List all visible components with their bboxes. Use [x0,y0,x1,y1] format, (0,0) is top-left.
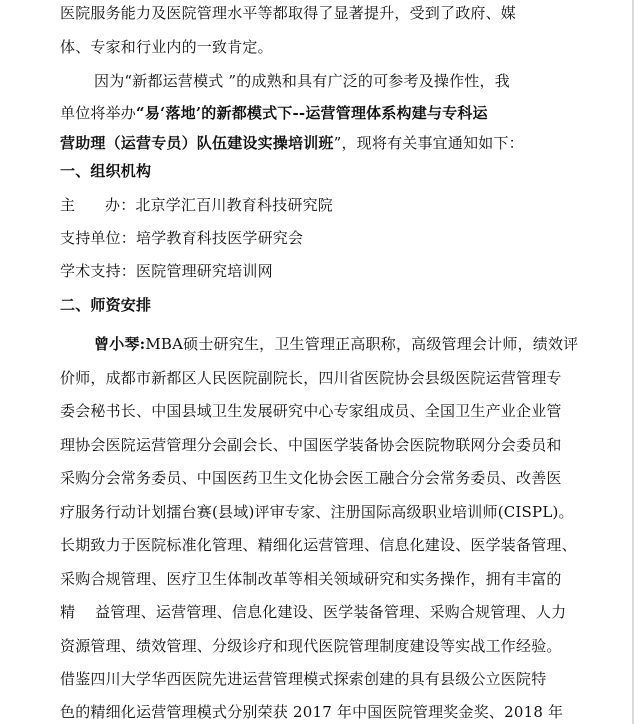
teacher-bio-line: 色的精细化运营管理模式分别荣获 2017 年中国医院管理奖金奖、2018 年 [60,703,564,721]
intro-line-1: 医院服务能力及医院管理水平等都取得了显著提升，受到了政府、媒 [60,4,517,22]
teacher-bio-line: 理协会医院运营管理分会副会长、中国医学装备协会医院物联网分会委员和 [60,436,562,454]
teacher-bio-line: 疗服务行动计划擂台赛(县域)评审专家、注册国际高级职业培训师(CISPL)。 [60,503,574,521]
para2-line-3 [60,132,580,154]
teacher-bio-line: 精 益管理、运营管理、信息化建设、医学装备管理、采购合规管理、人力 [60,603,567,621]
para2-prefix: 单位将举办 [60,104,137,122]
para2-suffix: ”，现将有关事宜通知如下： [333,134,524,152]
support-line: 支持单位：培学教育科技医学研究会 [60,229,304,247]
section2-heading: 二、师资安排 [60,296,152,314]
academic-line: 学术支持：医院管理研究培训网 [60,262,273,280]
teacher-bio-line: 采购合规管理、医疗卫生体制改革等相关领域研究和实务操作，拥有丰富的 [60,570,562,588]
teacher-bio-line: 委会秘书长、中国县域卫生发展研究中心专家组成员、全国卫生产业企业管 [60,402,562,420]
teacher-bio-0: MBA硕士研究生，卫生管理正高职称，高级管理会计师，绩效评 [145,335,579,353]
intro-line-2: 体、专家和行业内的一致肯定。 [60,38,273,56]
teacher-bio-line: 价师，成都市新都区人民医院副院长，四川省医院协会县级医院运营管理专 [60,369,562,387]
training-title-part1: “易‘落地’的新都模式下--运营管理体系构建与专科运 [136,104,488,122]
teacher-bio-line: 采购分会常务委员、中国医药卫生文化协会医工融合分会常务委员、改善医 [60,469,562,487]
training-title-part2: 营助理（运营专员）队伍建设实操培训班 [60,134,334,152]
teacher-bio-line: 长期致力于医院标准化管理、精细化运营管理、信息化建设、医学装备管理、 [60,536,577,554]
host-line: 主 办：北京学汇百川教育科技研究院 [60,196,334,214]
para2-line-2 [60,102,580,124]
teacher-bio-line: 借鉴四川大学华西医院先进运营管理模式探索创建的具有县级公立医院特 [60,670,547,688]
teacher-name: 曾小琴: [94,335,146,353]
para2-line-1: 因为“新都运营模式 ”的成熟和具有广泛的可参考及操作性，我 [94,72,510,90]
teacher-bio-line: 资源管理、绩效管理、分级诊疗和现代医院管理制度建设等实战工作经验。 [60,637,562,655]
section1-heading: 一、组织机构 [60,162,152,180]
teacher-line-1 [94,333,614,355]
